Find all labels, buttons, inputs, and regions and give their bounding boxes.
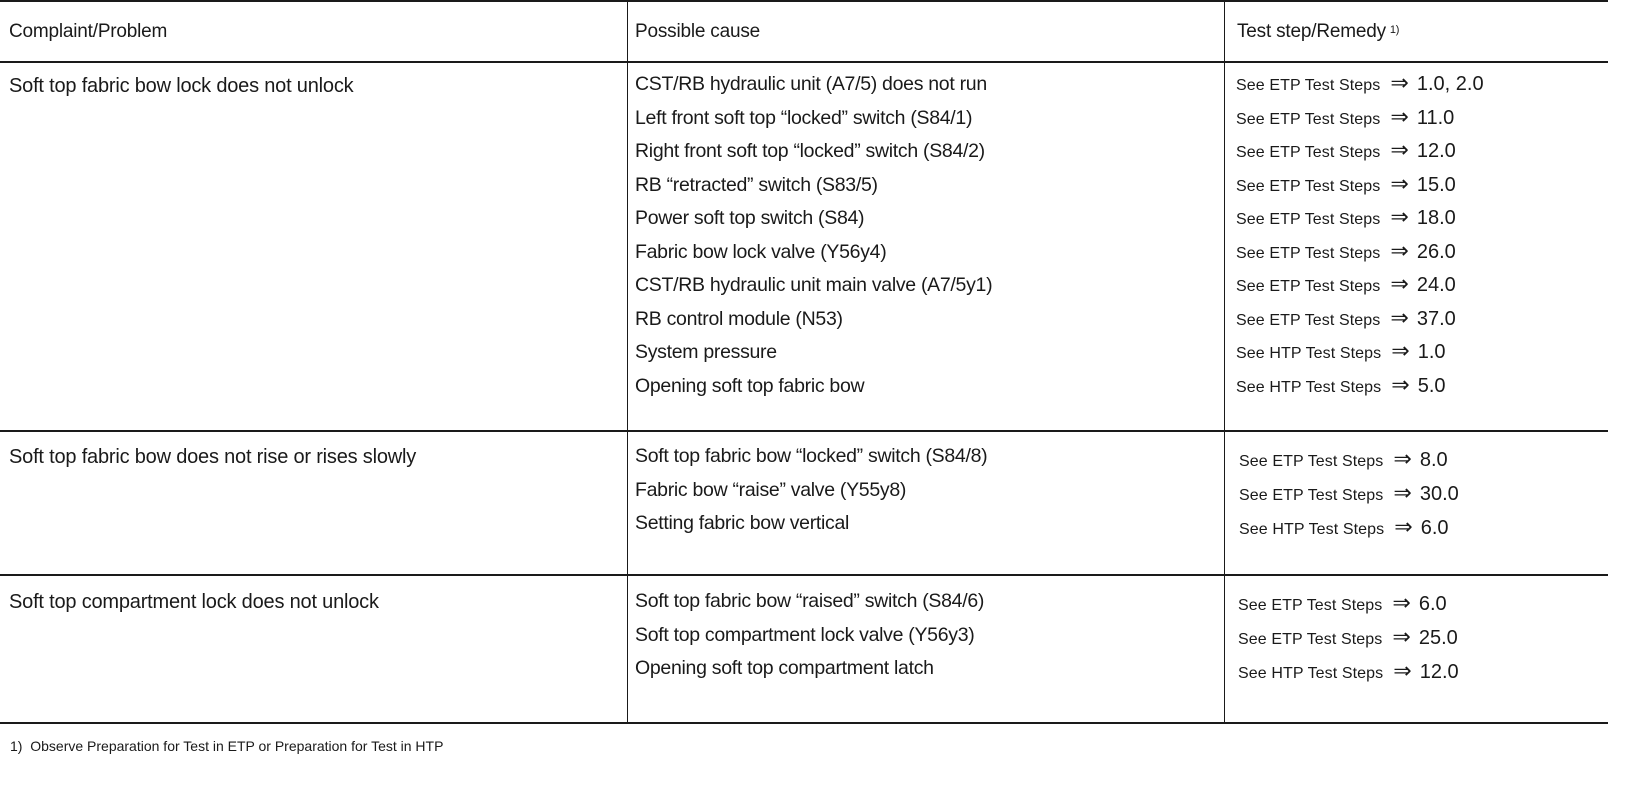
column-divider-2 — [1224, 0, 1225, 724]
remedy-item — [1236, 167, 1484, 201]
remedy-label: See ETP Test Steps — [1238, 597, 1383, 614]
test-step-number: 26.0 — [1416, 240, 1456, 263]
header-remedy — [1237, 21, 1399, 43]
cause-item: CST/RB hydraulic unit (A7/5) does not run — [635, 73, 987, 95]
remedy-label: See HTP Test Steps — [1236, 345, 1382, 362]
cause-item: Left front soft top “locked” switch (S84/1) — [635, 106, 973, 129]
double-arrow-icon: ⇒ — [1390, 271, 1409, 296]
double-arrow-icon: ⇒ — [1394, 514, 1413, 539]
test-step-number: 6.0 — [1418, 593, 1447, 615]
remedy-label: See HTP Test Steps — [1239, 521, 1385, 538]
test-step-number: 12.0 — [1419, 661, 1459, 683]
cause-item: Opening soft top compartment latch — [635, 657, 934, 679]
header-bottom-rule — [0, 61, 1608, 63]
double-arrow-icon: ⇒ — [1391, 371, 1410, 397]
remedy-label: See HTP Test Steps — [1238, 665, 1384, 682]
remedy-item — [1236, 200, 1484, 234]
double-arrow-icon: ⇒ — [1390, 204, 1409, 229]
remedy-label: See ETP Test Steps — [1236, 278, 1381, 295]
cause-item: Opening soft top fabric bow — [635, 374, 865, 397]
table-bottom-rule — [0, 722, 1608, 724]
remedy-item — [1236, 133, 1484, 167]
cause-item: Setting fabric bow vertical — [635, 512, 850, 534]
remedy-item — [1238, 620, 1459, 654]
remedy-label: See ETP Test Steps — [1236, 77, 1381, 94]
remedy-item — [1236, 368, 1484, 402]
double-arrow-icon: ⇒ — [1393, 658, 1412, 683]
remedy-item — [1239, 510, 1459, 544]
remedy-label: See ETP Test Steps — [1236, 144, 1381, 161]
cause-item: Soft top fabric bow “raised” switch (S84/6) — [635, 590, 985, 612]
complaint-cell: Soft top fabric bow lock does not unlock — [9, 75, 354, 97]
test-step-number: 8.0 — [1419, 449, 1448, 471]
cause-item: Power soft top switch (S84) — [635, 207, 865, 229]
header-complaint: Complaint/Problem — [9, 21, 168, 42]
double-arrow-icon: ⇒ — [1392, 624, 1411, 649]
remedy-list — [1236, 66, 1484, 401]
test-step-number: 1.0, 2.0 — [1416, 73, 1484, 95]
footnote-marker: 1) — [1389, 24, 1400, 36]
complaint-cell: Soft top compartment lock does not unlock — [9, 591, 379, 613]
remedy-list — [1239, 442, 1459, 544]
test-step-number: 24.0 — [1416, 274, 1456, 296]
double-arrow-icon: ⇒ — [1392, 590, 1411, 615]
remedy-item — [1236, 66, 1484, 100]
row-2-bottom-rule — [0, 574, 1608, 576]
double-arrow-icon: ⇒ — [1393, 480, 1412, 505]
remedy-item — [1236, 100, 1484, 134]
remedy-item — [1236, 234, 1484, 268]
remedy-label: See ETP Test Steps — [1239, 453, 1384, 470]
remedy-item — [1236, 267, 1484, 301]
remedy-item — [1238, 654, 1459, 688]
test-step-number: 30.0 — [1419, 483, 1459, 505]
test-step-number: 15.0 — [1416, 173, 1456, 196]
header-cause: Possible cause — [635, 21, 760, 42]
remedy-label: See ETP Test Steps — [1239, 487, 1384, 504]
remedy-label: See ETP Test Steps — [1236, 211, 1381, 228]
double-arrow-icon: ⇒ — [1390, 237, 1409, 263]
remedy-item — [1236, 334, 1484, 368]
cause-item: RB “retracted” switch (S83/5) — [635, 173, 878, 196]
remedy-item — [1238, 586, 1459, 620]
cause-item: Soft top fabric bow “locked” switch (S84/8) — [635, 445, 988, 467]
cause-item: RB control module (N53) — [635, 307, 843, 330]
row-1-bottom-rule — [0, 430, 1608, 432]
cause-item: System pressure — [635, 341, 777, 363]
remedy-label: See HTP Test Steps — [1236, 378, 1382, 396]
cause-item: Soft top compartment lock valve (Y56y3) — [635, 623, 975, 646]
cause-item: Fabric bow “raise” valve (Y55y8) — [635, 478, 907, 501]
remedy-label: See ETP Test Steps — [1236, 244, 1381, 262]
cause-list — [635, 440, 987, 541]
double-arrow-icon: ⇒ — [1390, 103, 1409, 129]
double-arrow-icon: ⇒ — [1393, 446, 1412, 471]
column-divider-1 — [627, 0, 628, 724]
cause-item: Fabric bow lock valve (Y56y4) — [635, 240, 887, 263]
remedy-list — [1238, 586, 1459, 688]
test-step-number: 18.0 — [1416, 207, 1456, 229]
test-step-number: 11.0 — [1416, 106, 1455, 129]
double-arrow-icon: ⇒ — [1390, 70, 1409, 95]
test-step-number: 37.0 — [1416, 307, 1456, 330]
double-arrow-icon: ⇒ — [1390, 137, 1409, 162]
test-step-number: 1.0 — [1417, 341, 1446, 363]
remedy-item — [1239, 476, 1459, 510]
footnote-marker-label: 1) — [10, 738, 23, 754]
double-arrow-icon: ⇒ — [1390, 304, 1409, 330]
remedy-item — [1236, 301, 1484, 335]
cause-item: Right front soft top “locked” switch (S84/2) — [635, 140, 985, 162]
table-top-rule — [0, 0, 1608, 2]
cause-item: CST/RB hydraulic unit main valve (A7/5y1) — [635, 274, 993, 296]
remedy-item — [1239, 442, 1459, 476]
remedy-label: See ETP Test Steps — [1236, 177, 1381, 195]
complaint-cell: Soft top fabric bow does not rise or rises slowly — [9, 446, 417, 468]
test-step-number: 12.0 — [1416, 140, 1456, 162]
test-step-number: 6.0 — [1420, 517, 1449, 539]
remedy-label: See ETP Test Steps — [1236, 110, 1381, 128]
remedy-label: See ETP Test Steps — [1236, 311, 1381, 329]
test-step-number: 25.0 — [1418, 627, 1458, 649]
cause-list — [635, 585, 984, 686]
footnote — [10, 738, 443, 754]
cause-list — [635, 68, 992, 403]
test-step-number: 5.0 — [1417, 374, 1446, 397]
header-remedy-label: Test step/Remedy — [1237, 21, 1386, 42]
footnote-text: Observe Preparation for Test in ETP or Preparation for Test in HTP — [30, 738, 444, 754]
double-arrow-icon: ⇒ — [1391, 338, 1410, 363]
remedy-label: See ETP Test Steps — [1238, 631, 1383, 648]
double-arrow-icon: ⇒ — [1390, 170, 1409, 196]
